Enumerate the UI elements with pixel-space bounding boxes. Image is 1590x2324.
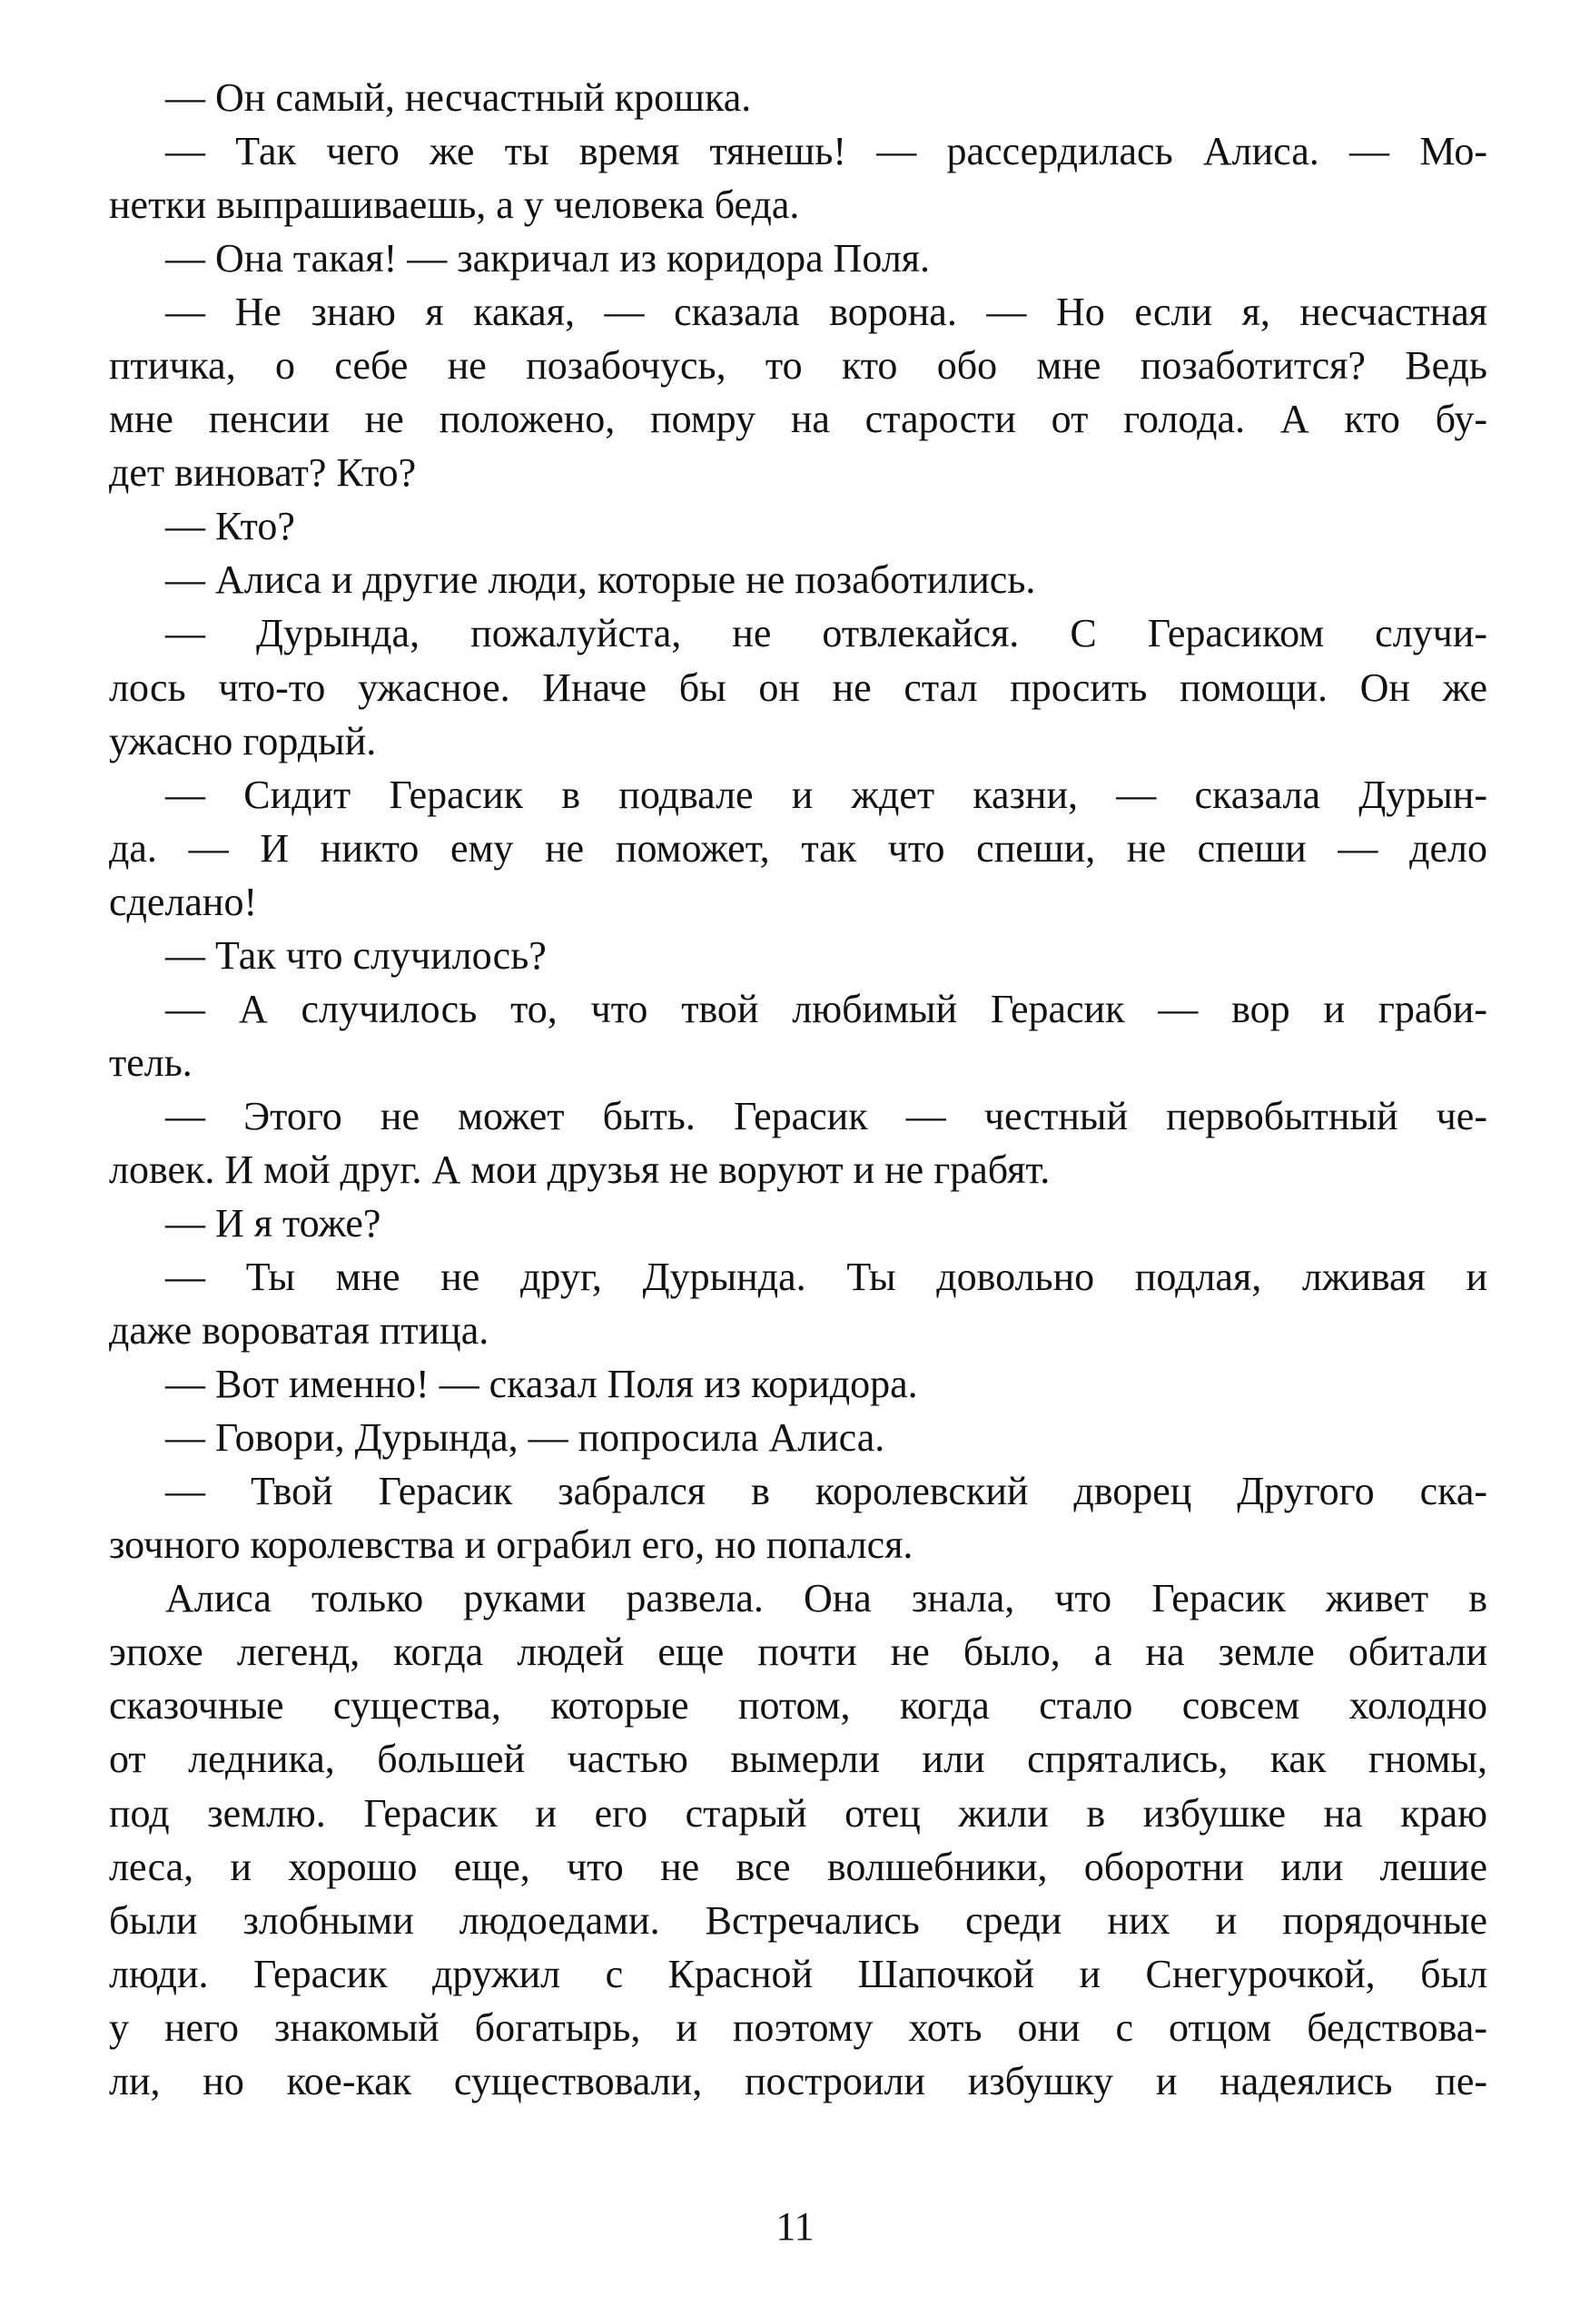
text-line: — Кто? — [165, 504, 295, 549]
text-line: леса, и хорошо еще, что не все волшебники, оборотни или лешие — [109, 1844, 1487, 1889]
text-line: зочного королевства и ограбил его, но попался. — [109, 1522, 914, 1568]
text-line: — Так что случилось? — [165, 932, 547, 978]
text-line: дет виноват? Кто? — [109, 450, 417, 496]
text-line: лось что-то ужасное. Иначе бы он не стал просить помощи. Он же — [109, 665, 1487, 710]
text-line: — Дурында, пожалуйста, не отвлекайся. С Герасиком случи- — [165, 611, 1487, 656]
text-line: птичка, о себе не позабочусь, то кто обо мне позаботится? Ведь — [109, 343, 1487, 389]
text-line: — Она такая! — закричал из коридора Поля. — [165, 236, 931, 281]
text-line: — Этого не может быть. Герасик — честный первобытный че- — [165, 1093, 1487, 1138]
page-number: 11 — [775, 2204, 815, 2249]
text-line: сделано! — [109, 879, 258, 924]
text-line: нетки выпрашиваешь, а у человека беда. — [109, 182, 800, 228]
text-line: даже вороватая птица. — [109, 1308, 489, 1354]
text-line: мне пенсии не положено, помру на старости от голода. А кто бу- — [109, 397, 1487, 442]
text-line: — Так чего же ты время тянешь! — рассердилась Алиса. — Мо- — [165, 129, 1487, 174]
text-line: у него знакомый богатырь, и поэтому хоть они с отцом бедствова- — [109, 2004, 1487, 2050]
page-text — [109, 71, 1487, 2108]
text-line: Алиса только руками развела. Она знала, что Герасик живет в — [165, 1576, 1487, 1621]
text-line: были злобными людоедами. Встречались среди них и порядочные — [109, 1897, 1487, 1943]
text-line: люди. Герасик дружил с Красной Шапочкой и Снегурочкой, был — [109, 1951, 1487, 1996]
text-line: — И я тоже? — [165, 1200, 381, 1246]
text-line: — Он самый, несчастный крошка. — [165, 75, 752, 120]
text-line: тель. — [109, 1039, 193, 1085]
text-line: — Алиса и другие люди, которые не позаботились. — [165, 557, 1036, 603]
text-line: — Вот именно! — сказал Поля из коридора. — [165, 1362, 918, 1407]
text-line: под землю. Герасик и его старый отец жили в избушке на краю — [109, 1790, 1487, 1836]
text-line: от ледника, большей частью вымерли или спрятались, как гномы, — [109, 1737, 1487, 1782]
text-line: — Твой Герасик забрался в королевский дворец Другого ска- — [165, 1469, 1487, 1514]
text-line: — А случилось то, что твой любимый Герасик — вор и граби- — [165, 986, 1487, 1031]
text-line: сказочные существа, которые потом, когда стало совсем холодно — [109, 1683, 1487, 1728]
text-line: да. — И никто ему не поможет, так что спеши, не спеши — дело — [109, 825, 1487, 871]
text-line: — Говори, Дурында, — попросила Алиса. — [165, 1415, 885, 1461]
text-line: ловек. И мой друг. А мои друзья не воруют и не грабят. — [109, 1147, 1051, 1192]
text-line: — Не знаю я какая, — сказала ворона. — Но если я, несчастная — [165, 290, 1487, 335]
text-line: — Ты мне не друг, Дурында. Ты довольно подлая, лживая и — [165, 1255, 1487, 1300]
text-line: ли, но кое-как существовали, построили избушку и надеялись пе- — [109, 2058, 1487, 2103]
text-line: ужасно гордый. — [109, 718, 377, 763]
text-line: эпохе легенд, когда людей еще почти не было, а на земле обитали — [109, 1630, 1487, 1675]
text-line: — Сидит Герасик в подвале и ждет казни, — сказала Дурын- — [165, 772, 1487, 817]
